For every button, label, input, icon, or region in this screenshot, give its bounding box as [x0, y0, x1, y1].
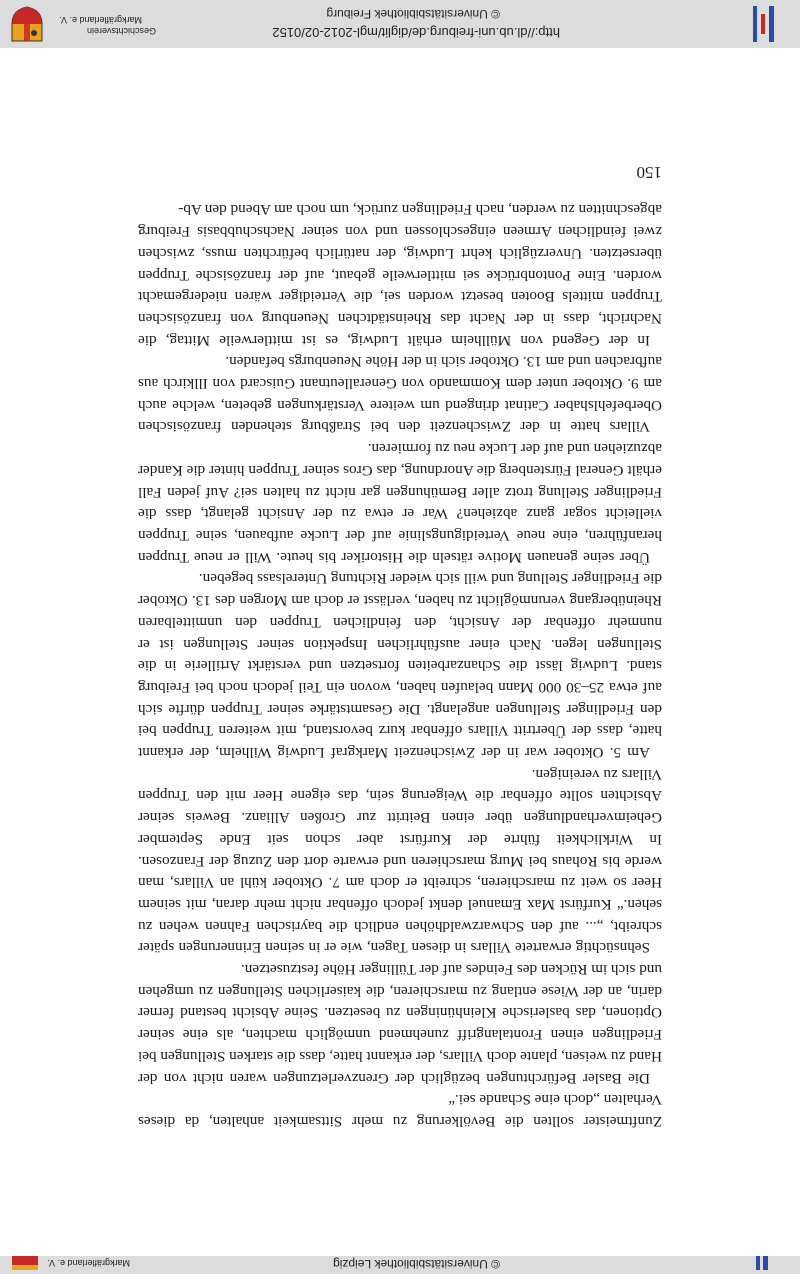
footer-org-line2: Markgräflerland e. V. — [59, 15, 142, 25]
paragraph: Am 5. Oktober war in der Zwischenzeit Markgraf Ludwig Wilhelm, der erkannt hatte, dass der Übertritt Villars offenbar kurz bevorstand, mit weiteren Truppen bei den Friedlinger Stellungen angelangt. Die Gesamtstärke seiner Truppen dürfte sich auf etwa 25–30 000 Mann belaufen haben, wovon ein Teil jedoch noch bei Freiburg stand. Ludwig lässt die Schanzarbeiten fortsetzen und verstärkt Artillerie in die Stellungen legen. Nach einer ausführlichen Inspektion seiner Stellungen ist er nunmehr offenbar der Ansicht, den feindlichen Truppen den unmittelbaren Rheinübergang verunmöglicht zu haben, verlässt er doch am Morgen des 13. Oktober die Friedlinger Stellung und will sich wieder Richtung Unterelsass begeben. — [138, 570, 662, 762]
library-logo-bar — [753, 6, 757, 42]
header-org: Markgräflerland e. V. — [47, 1258, 130, 1268]
page-number: 150 — [636, 163, 662, 182]
coat-of-arms-icon — [8, 1256, 42, 1270]
header-copyright: © Universitätsbibliothek Leipzig — [333, 1257, 500, 1271]
footer-copyright: © Universitätsbibliothek Freiburg — [326, 7, 500, 21]
library-logo-accent — [761, 14, 765, 34]
library-logo-icon — [763, 1256, 768, 1270]
paragraph: Villars hatte in der Zwischenzeit den bei Straßburg stehenden französischen Oberbefehlshaber Catinat dringend um weitere Verstärkungen gebeten, welche auch am 9. Oktober unter dem Kommando von Generalleutnant Guiscard von Illkirch aus aufbrachen und am 13. Oktober sich in der Höhe Neuenburgs befanden. — [138, 353, 662, 436]
header-bar — [0, 1256, 800, 1274]
paragraph: In der Gegend von Müllheim erhält Ludwig, es ist mittlerweile Mittag, die Nachricht, dass in der Nacht das Rheinstädtchen Neuenburg von französischen Truppen mittels Booten besetzt worden sei, die Verteidiger wären niedergemacht worden. Eine Pontonbrücke sei mittlerweile gebaut, auf der französische Truppen übersetzten. Unverzüglich kehrt Ludwig, der natürlich befürchten muss, zwischen zwei feindlichen Armeen eingeschlossen und von seiner Nachschubbasis Freiburg abgeschnitten zu werden, nach Friedlingen zurück, um noch am Abend den Ab- — [138, 201, 662, 349]
paragraph: Sehnsüchtig erwartete Villars in diesen Tagen, wie er in seinen Erinnerungen später schreibt, „... auf den Schwarzwaldhöhen endlich die bayrischen Fahnen wehen zu sehen.“ Kurfürst Max Emanuel denkt jedoch offenbar nicht mehr daran, mit seinem Heer so weit zu marschieren, schreibt er doch am 7. Oktober kühl an Villars, man werde bis Rohaus bei Murg marschieren und erwarte dort den Zuzug der Franzosen. In Wirklichkeit führte der Kurfürst aber schon seit Ende September Geheimverhandlungen über einen Beitritt zur Großen Allianz. Beweis seiner Absichten sollte offenbar die Weigerung sein, das eigene Heer mit den Truppen Villars zu vereinigen. — [138, 765, 662, 957]
library-logo-bar — [756, 1256, 760, 1270]
footer-bar — [0, 0, 800, 48]
paragraph: Zunftmeister sollten die Bevölkerung zu mehr Sittsamkeit anhalten, da dieses Verhalten „doch eine Schande sei.“ — [138, 1091, 662, 1130]
paragraph: Über seine genauen Motive rätseln die Historiker bis heute. Will er neue Truppen heranführen, eine neue Verteidigungslinie auf der Lucke aufbauen, seine Truppen vielleicht sogar ganz abziehen? War er etwa zu der Ansicht gelangt, dass die Friedlinger Stellung trotz aller Bemühungen gar nicht zu halten sei? Auf jeden Fall erhält General Fürstenberg die Anordnung, das Gros seiner Truppen hinter die Kander abzuziehen und auf der Lucke neu zu formieren. — [138, 440, 662, 566]
footer-url[interactable]: http://dl.ub.uni-freiburg.de/diglit/mgl-2012-02/0152 — [272, 25, 560, 40]
library-logo-icon — [769, 6, 774, 42]
coat-of-arms-icon — [10, 6, 44, 42]
paragraph: Die Basler Befürchtungen bezüglich der Grenzverletzungen waren nicht von der Hand zu weisen, plante doch Villars, der erkannt hatte, dass die starken Stellungen bei Friedlingen einen Frontalangriff zunehmend unmöglich machten, als eine seiner Optionen, das baslerische Kleinhüningen zu besetzen. Seine Absicht bestand ferner darin, an der Wiese entlang zu marschieren, die kaiserlichen Stellungen zu umgehen und sich im Rücken des Feindes auf der Tüllinger Höhe festzusetzen. — [138, 961, 662, 1087]
footer-org-line1: Geschichtsverein — [86, 26, 156, 36]
document-body — [138, 199, 662, 1132]
